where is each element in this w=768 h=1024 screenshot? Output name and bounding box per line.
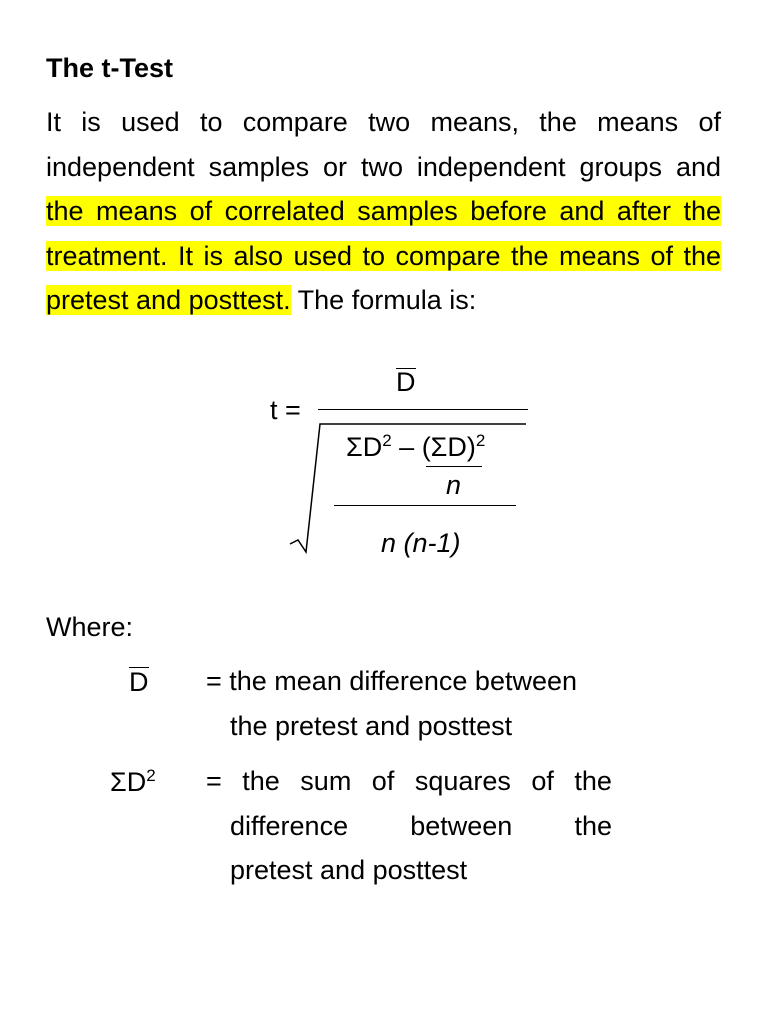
formula-numerator <box>396 366 416 398</box>
d-bar: D <box>396 367 416 397</box>
inner-numerator: $\Sigma D^2 - (\Sigma D)^2$ <box>346 431 486 462</box>
paragraph-text-end: The formula is: <box>290 285 477 315</box>
definition-sumd2-line2: difference between the <box>230 810 612 841</box>
middle-fraction-bar <box>334 505 516 506</box>
paragraph-text: It is used to compare two means, the means of independent samples or two independent groups and <box>46 107 721 182</box>
definition-symbol-sumd2: $\Sigma D^2$ <box>110 766 156 797</box>
definition-sumd2-line1: = the sum of squares of the <box>206 766 612 796</box>
definition-sumd2 <box>206 759 612 893</box>
definition-dbar-line2: the pretest and posttest <box>230 710 513 741</box>
inner-denominator: n <box>446 470 462 500</box>
heading: The t-Test <box>46 53 173 83</box>
highlighted-text: the means of correlated samples before and after the treatment. It is also used to compare the means of the pretest and posttest. <box>46 196 721 315</box>
intro-paragraph <box>46 100 721 323</box>
main-fraction-bar <box>318 409 528 410</box>
formula-lhs: t = <box>270 395 301 425</box>
where-label: Where: <box>46 612 134 642</box>
definition-sumd2-line3: pretest and posttest <box>230 855 468 885</box>
definition-dbar <box>206 659 612 748</box>
outer-denominator: n (n-1) <box>381 528 461 558</box>
definition-dbar-line1: = the mean difference between <box>206 666 578 696</box>
definition-symbol-dbar: D <box>129 667 149 697</box>
inner-fraction-bar <box>426 466 482 467</box>
